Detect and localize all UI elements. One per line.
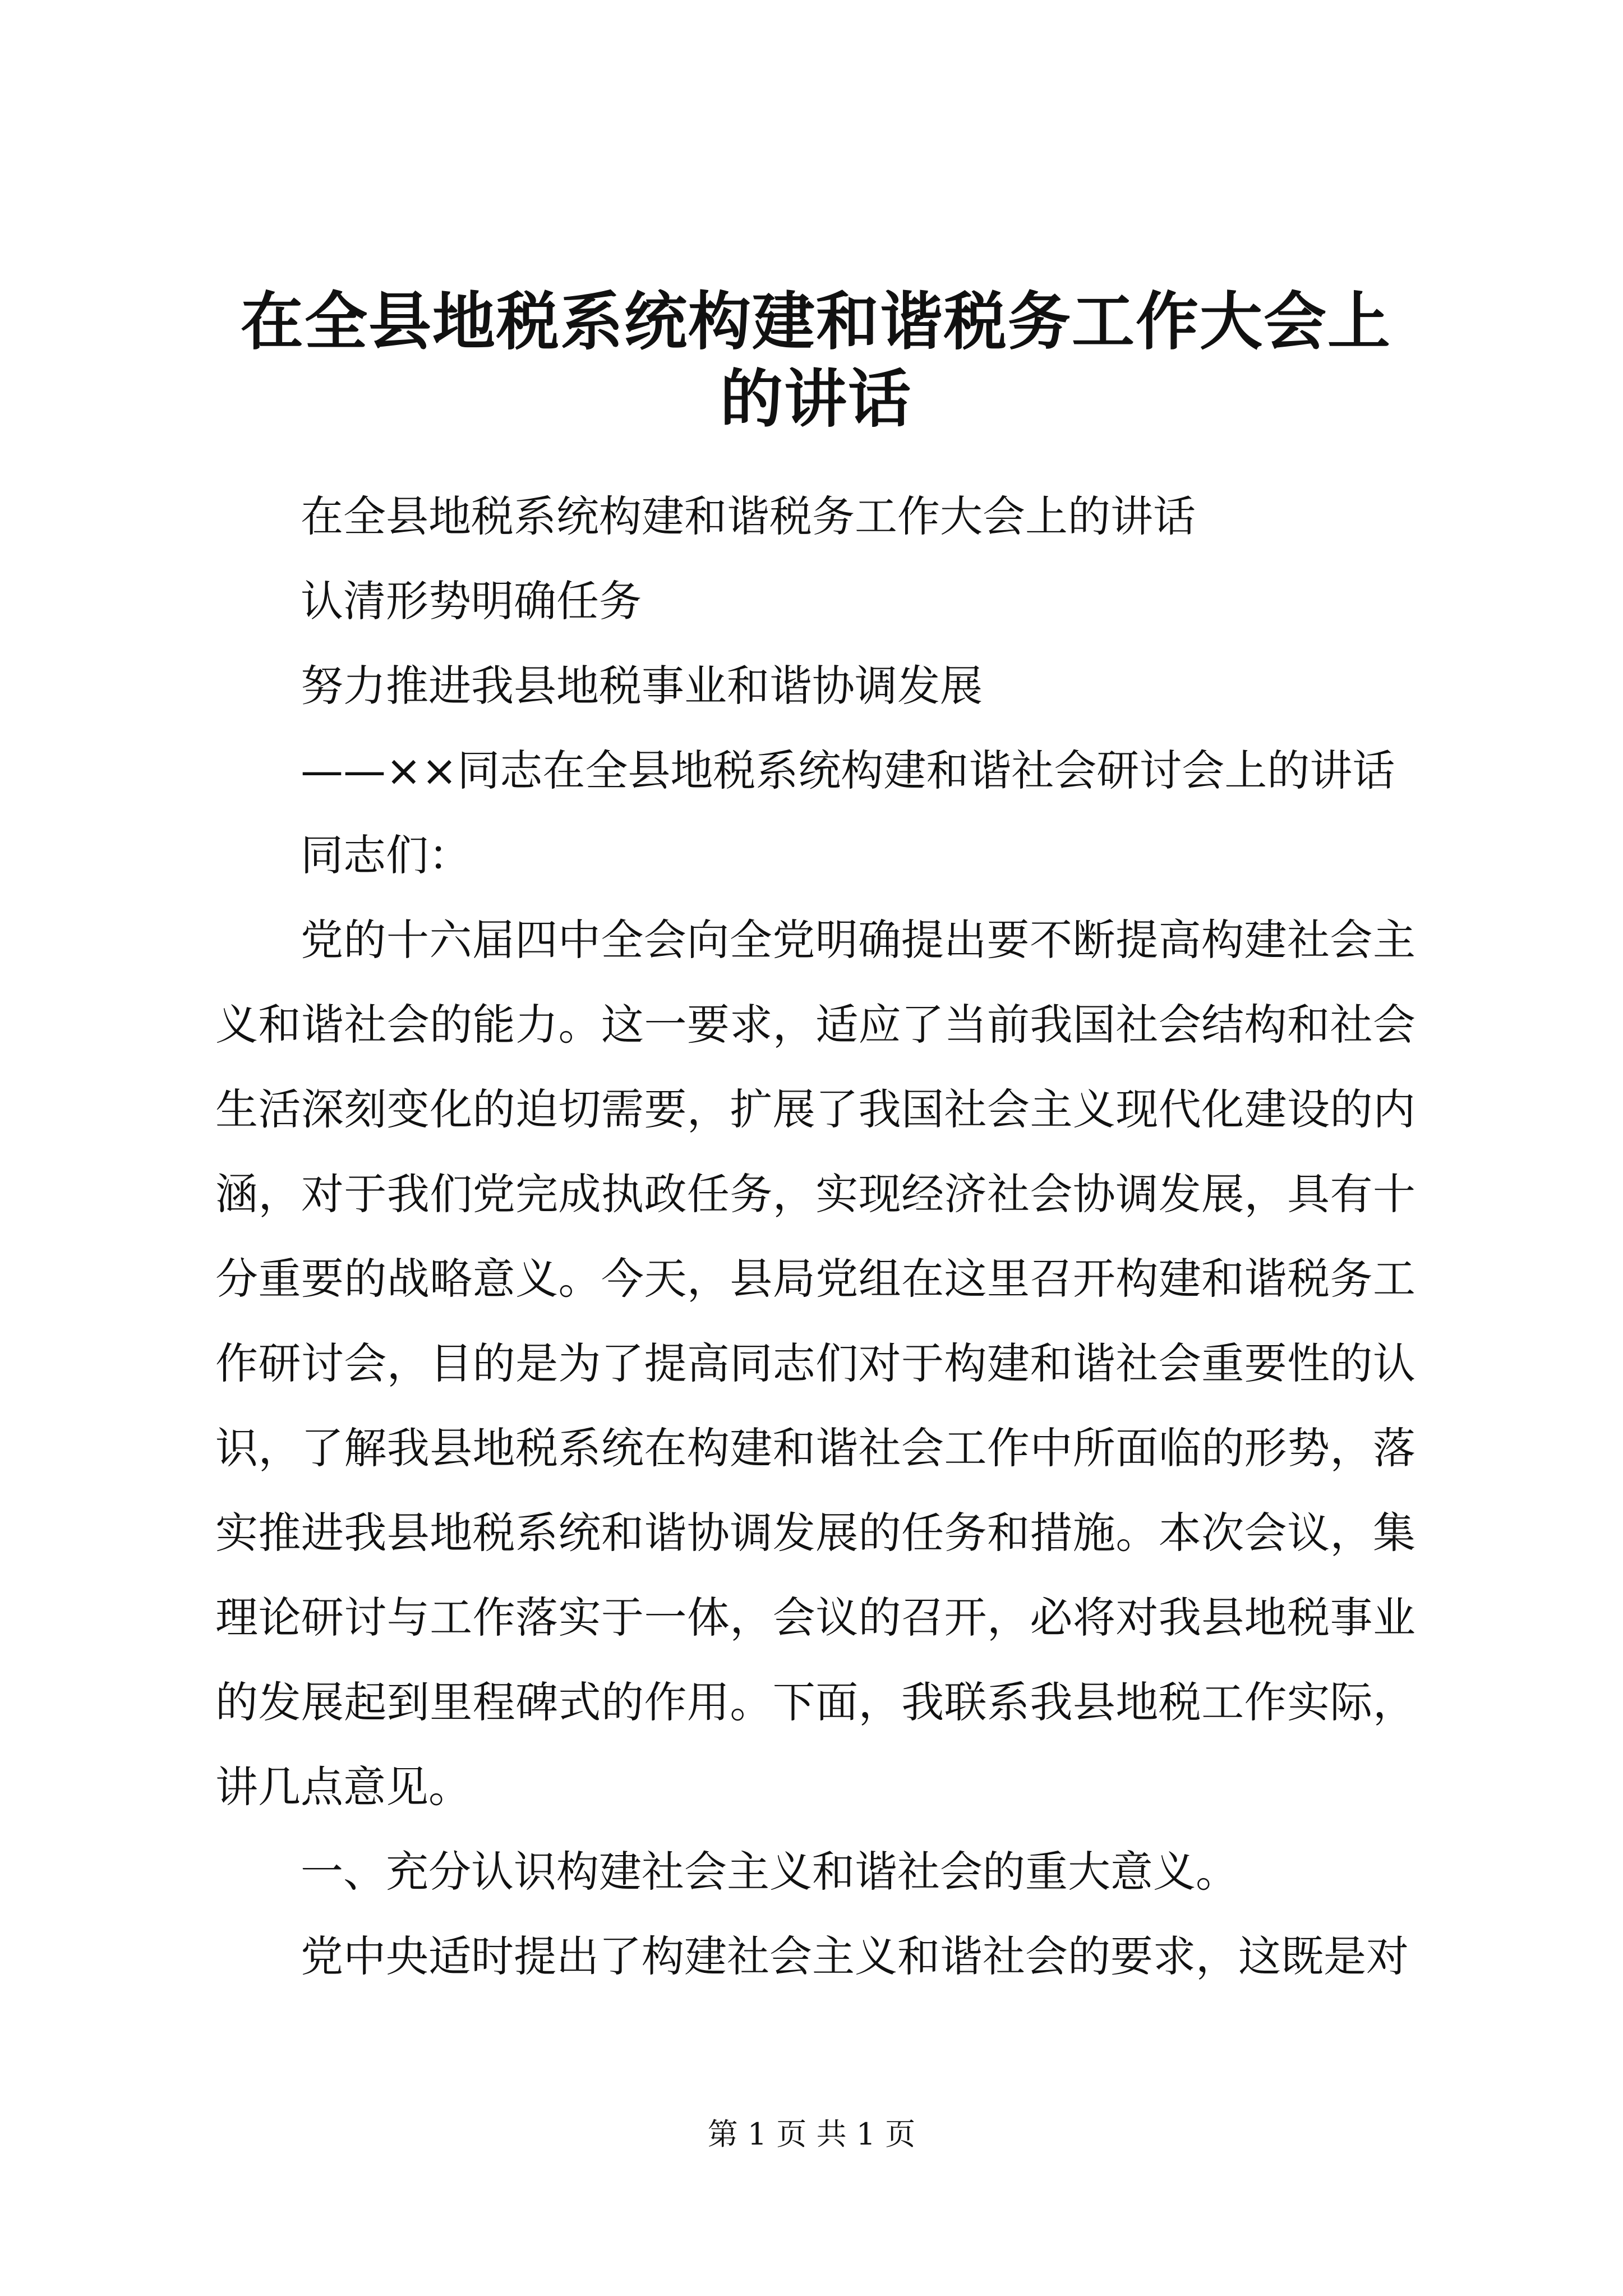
paragraph-theme-2: 努力推进我县地税事业和谐协调发展: [301, 661, 983, 711]
paragraph-subtitle: 在全县地税系统构建和谐税务工作大会上的讲话: [301, 491, 1196, 541]
document-body: [215, 474, 1415, 1999]
paragraph-speaker-line: ——××同志在全县地税系统构建和谐社会研讨会上的讲话: [301, 746, 1395, 795]
paragraph-section-heading-1: 一、充分认识构建社会主义和谐社会的重大意义。: [301, 1847, 1238, 1897]
paragraph-theme-1: 认清形势明确任务: [301, 576, 642, 626]
paragraph-intro: 党的十六届四中全会向全党明确提出要不断提高构建社会主义和谐社会的能力。这一要求，适应了当前我国社会结构和社会生活深刻变化的迫切需要，扩展了我国社会主义现代化建设的内涵，对于我们党完成执政任务，实现经济社会协调发展，具有十分重要的战略意义。今天，县局党组在这里召开构建和谐税务工作研讨会，目的是为了提高同志们对于构建和谐社会重要性的认识，了解我县地税系统在构建和谐社会工作中所面临的形势，落实推进我县地税系统和谐协调发展的任务和措施。本次会议，集理论研讨与工作落实于一体，会议的召开，必将对我县地税事业的发展起到里程碑式的作用。下面，我联系我县地税工作实际，讲几点意见。: [215, 915, 1415, 1812]
page-footer: 第 1 页 共 1 页: [707, 2116, 916, 2152]
paragraph-salutation: 同志们：: [301, 830, 471, 880]
paragraph-section-body-1: 党中央适时提出了构建社会主义和谐社会的要求，这既是对: [301, 1931, 1409, 1981]
document-title: 在全县地税系统构建和谐税务工作大会上的讲话: [241, 286, 1391, 436]
